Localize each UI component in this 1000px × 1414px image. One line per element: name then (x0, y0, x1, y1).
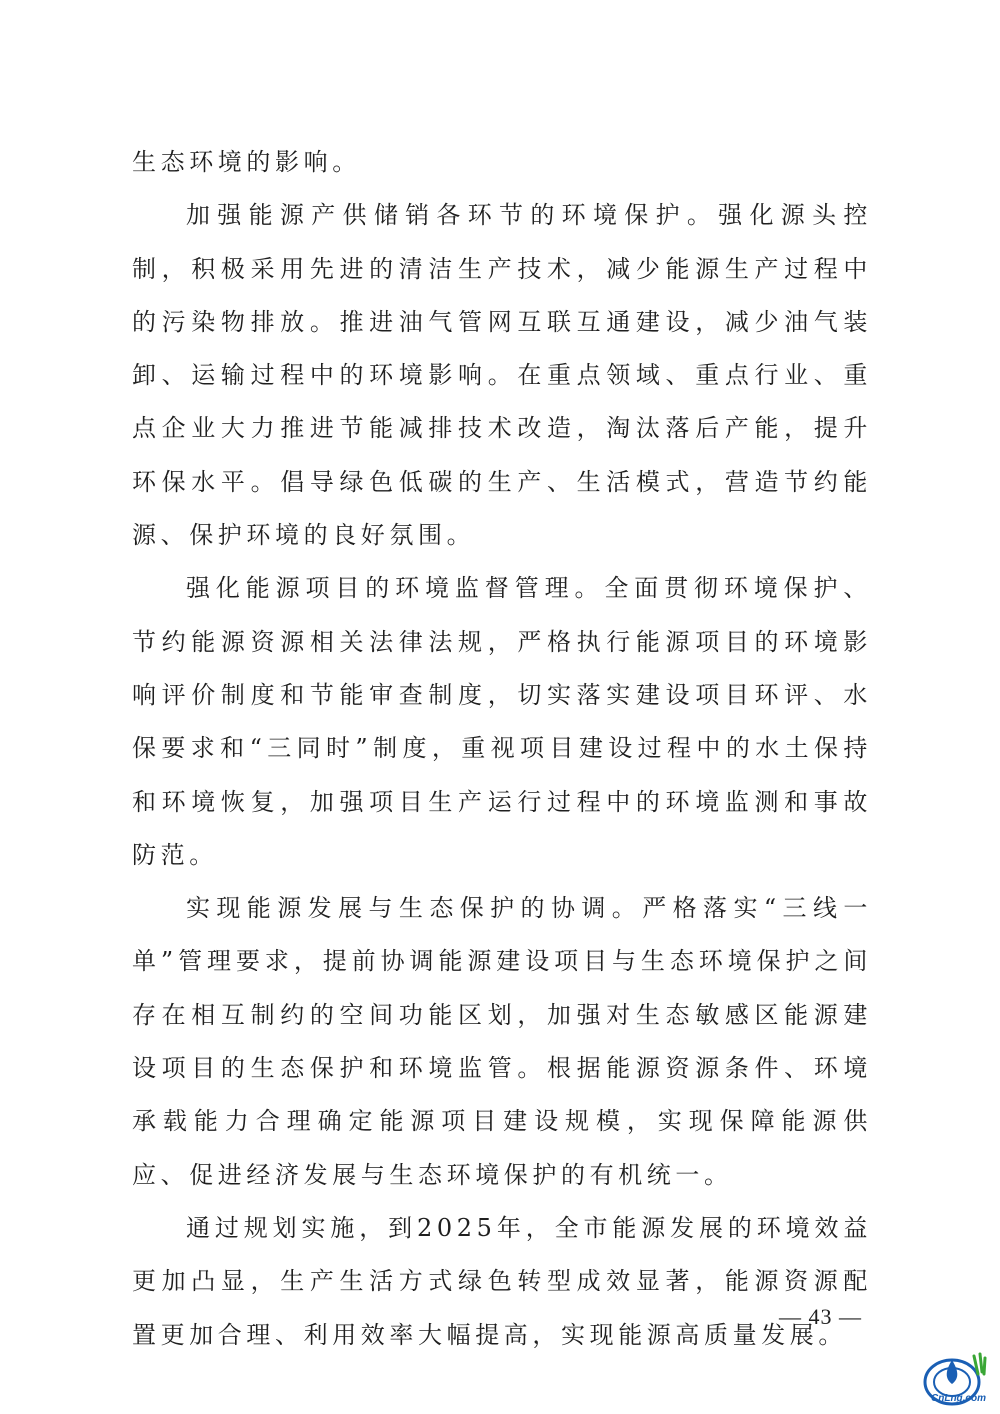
paragraph-2025-goal: 通过规划实施，到2025年，全市能源发展的环境效益更加凸显，生产生活方式绿色转型成效显著，能源资源配置更加合理、利用效率大幅提高，实现能源高质量发展。 (132, 1213, 872, 1349)
watermark-text: CnLng.com (931, 1393, 986, 1404)
paragraph-continuation: 生态环境的影响。 (132, 148, 361, 176)
paragraph-environmental-protection: 加强能源产供储销各环节的环境保护。强化源头控制，积极采用先进的清洁生产技术，减少能源生产过程中的污染物排放。推进油气管网互联互通建设，减少油气装卸、运输过程中的环境影响。在重点领域、重点行业、重点企业大力推进节能减排技术改造，淘汰落后产能，提升环保水平。倡导绿色低碳的生产、生活模式，营造节约能源、保护环境的良好氛围。 (132, 201, 872, 550)
page-number: — 43 — (779, 1304, 862, 1329)
paragraph-supervision: 强化能源项目的环境监督管理。全面贯彻环境保护、节约能源资源相关法律法规，严格执行能源项目的环境影响评价制度和节能审查制度，切实落实建设项目环评、水保要求和“三同时”制度，重视项目建设过程中的水土保持和环境恢复，加强项目生产运行过程中的环境监测和事故防范。 (132, 574, 872, 869)
body-text (132, 136, 872, 1362)
paragraph-ecological-coordination: 实现能源发展与生态保护的协调。严格落实“三线一单”管理要求，提前协调能源建设项目与生态环境保护之间存在相互制约的空间功能区划，加强对生态敏感区能源建设项目的生态保护和环境监管。根据能源资源条件、环境承载能力合理确定能源项目建设规模，实现保障能源供应、促进经济发展与生态环境保护的有机统一。 (132, 894, 872, 1189)
